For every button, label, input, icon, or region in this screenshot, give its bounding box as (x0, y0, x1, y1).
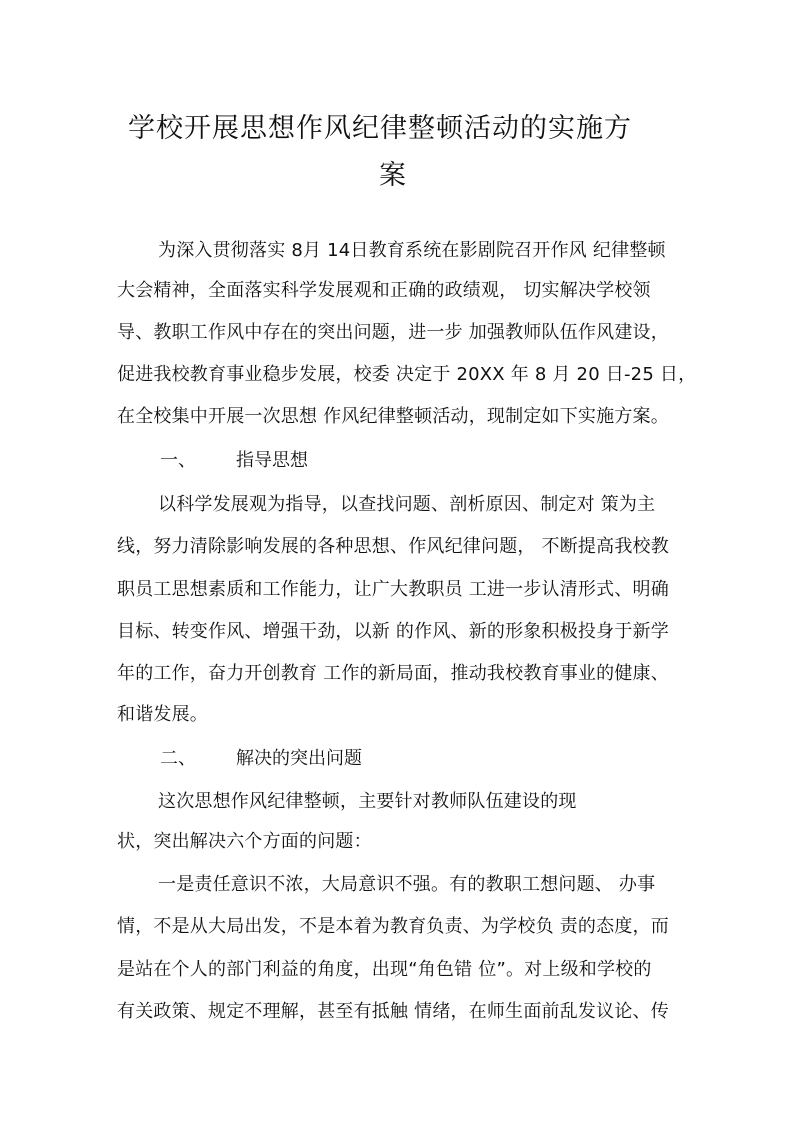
paragraph-1-line-5: 在全校集中开展一次思想 作风纪律整顿活动，现制定如下实施方案。 (117, 406, 669, 427)
section-2-number: 二、 (160, 748, 196, 769)
paragraph-3-line-1: 这次思想作风纪律整顿，主要针对教师队伍建设的现 (158, 791, 577, 812)
paragraph-4-line-3: 是站在个人的部门利益的角度，出现“角色错 位”。对上级和学校的 (117, 959, 652, 980)
document-title-line-2: 案 (379, 160, 407, 191)
paragraph-1-line-2: 大会精神，全面落实科学发展观和正确的政绩观， 切实解决学校领 (117, 280, 651, 301)
section-1-number: 一、 (160, 450, 196, 471)
paragraph-4-line-2: 情，不是从大局出发，不是本着为教育负责、为学校负 责的态度，而 (117, 916, 669, 937)
paragraph-2-line-4: 目标、转变作风、增强干劲，以新 的作风、新的形象积极投身于新学 (117, 621, 669, 642)
paragraph-2-line-6: 和谐发展。 (117, 704, 208, 725)
paragraph-4-line-1: 一是责任意识不浓，大局意识不强。有的教职工想问题、 办事 (158, 874, 656, 895)
paragraph-3-line-2: 状，突出解决六个方面的问题： (117, 831, 372, 852)
paragraph-4-line-4: 有关政策、规定不理解，甚至有抵触 情绪，在师生面前乱发议论、传 (117, 1001, 669, 1022)
paragraph-1-line-1: 为深入贯彻落实 8月 14日教育系统在影剧院召开作风 纪律整顿 (158, 240, 666, 261)
section-1-heading: 指导思想 (236, 450, 308, 471)
document-title-line-1: 学校开展思想作风纪律整顿活动的实施方 (128, 113, 632, 144)
paragraph-2-line-2: 线，努力清除影响发展的各种思想、作风纪律问题， 不断提高我校教 (117, 536, 669, 557)
paragraph-1-line-4: 促进我校教育事业稳步发展，校委 决定于 20XX 年 8 月 20 日-25 日， (117, 364, 697, 385)
paragraph-2-line-3: 职员工思想素质和工作能力，让广大教职员 工进一步认清形式、明确 (117, 579, 669, 600)
paragraph-1-line-3: 导、教职工作风中存在的突出问题，进一步 加强教师队伍作风建设， (117, 322, 669, 343)
paragraph-2-line-1: 以科学发展观为指导，以查找问题、剖析原因、制定对 策为主 (158, 494, 656, 515)
section-2-heading: 解决的突出问题 (236, 748, 362, 769)
paragraph-2-line-5: 年的工作，奋力开创教育 工作的新局面，推动我校教育事业的健康、 (117, 663, 669, 684)
